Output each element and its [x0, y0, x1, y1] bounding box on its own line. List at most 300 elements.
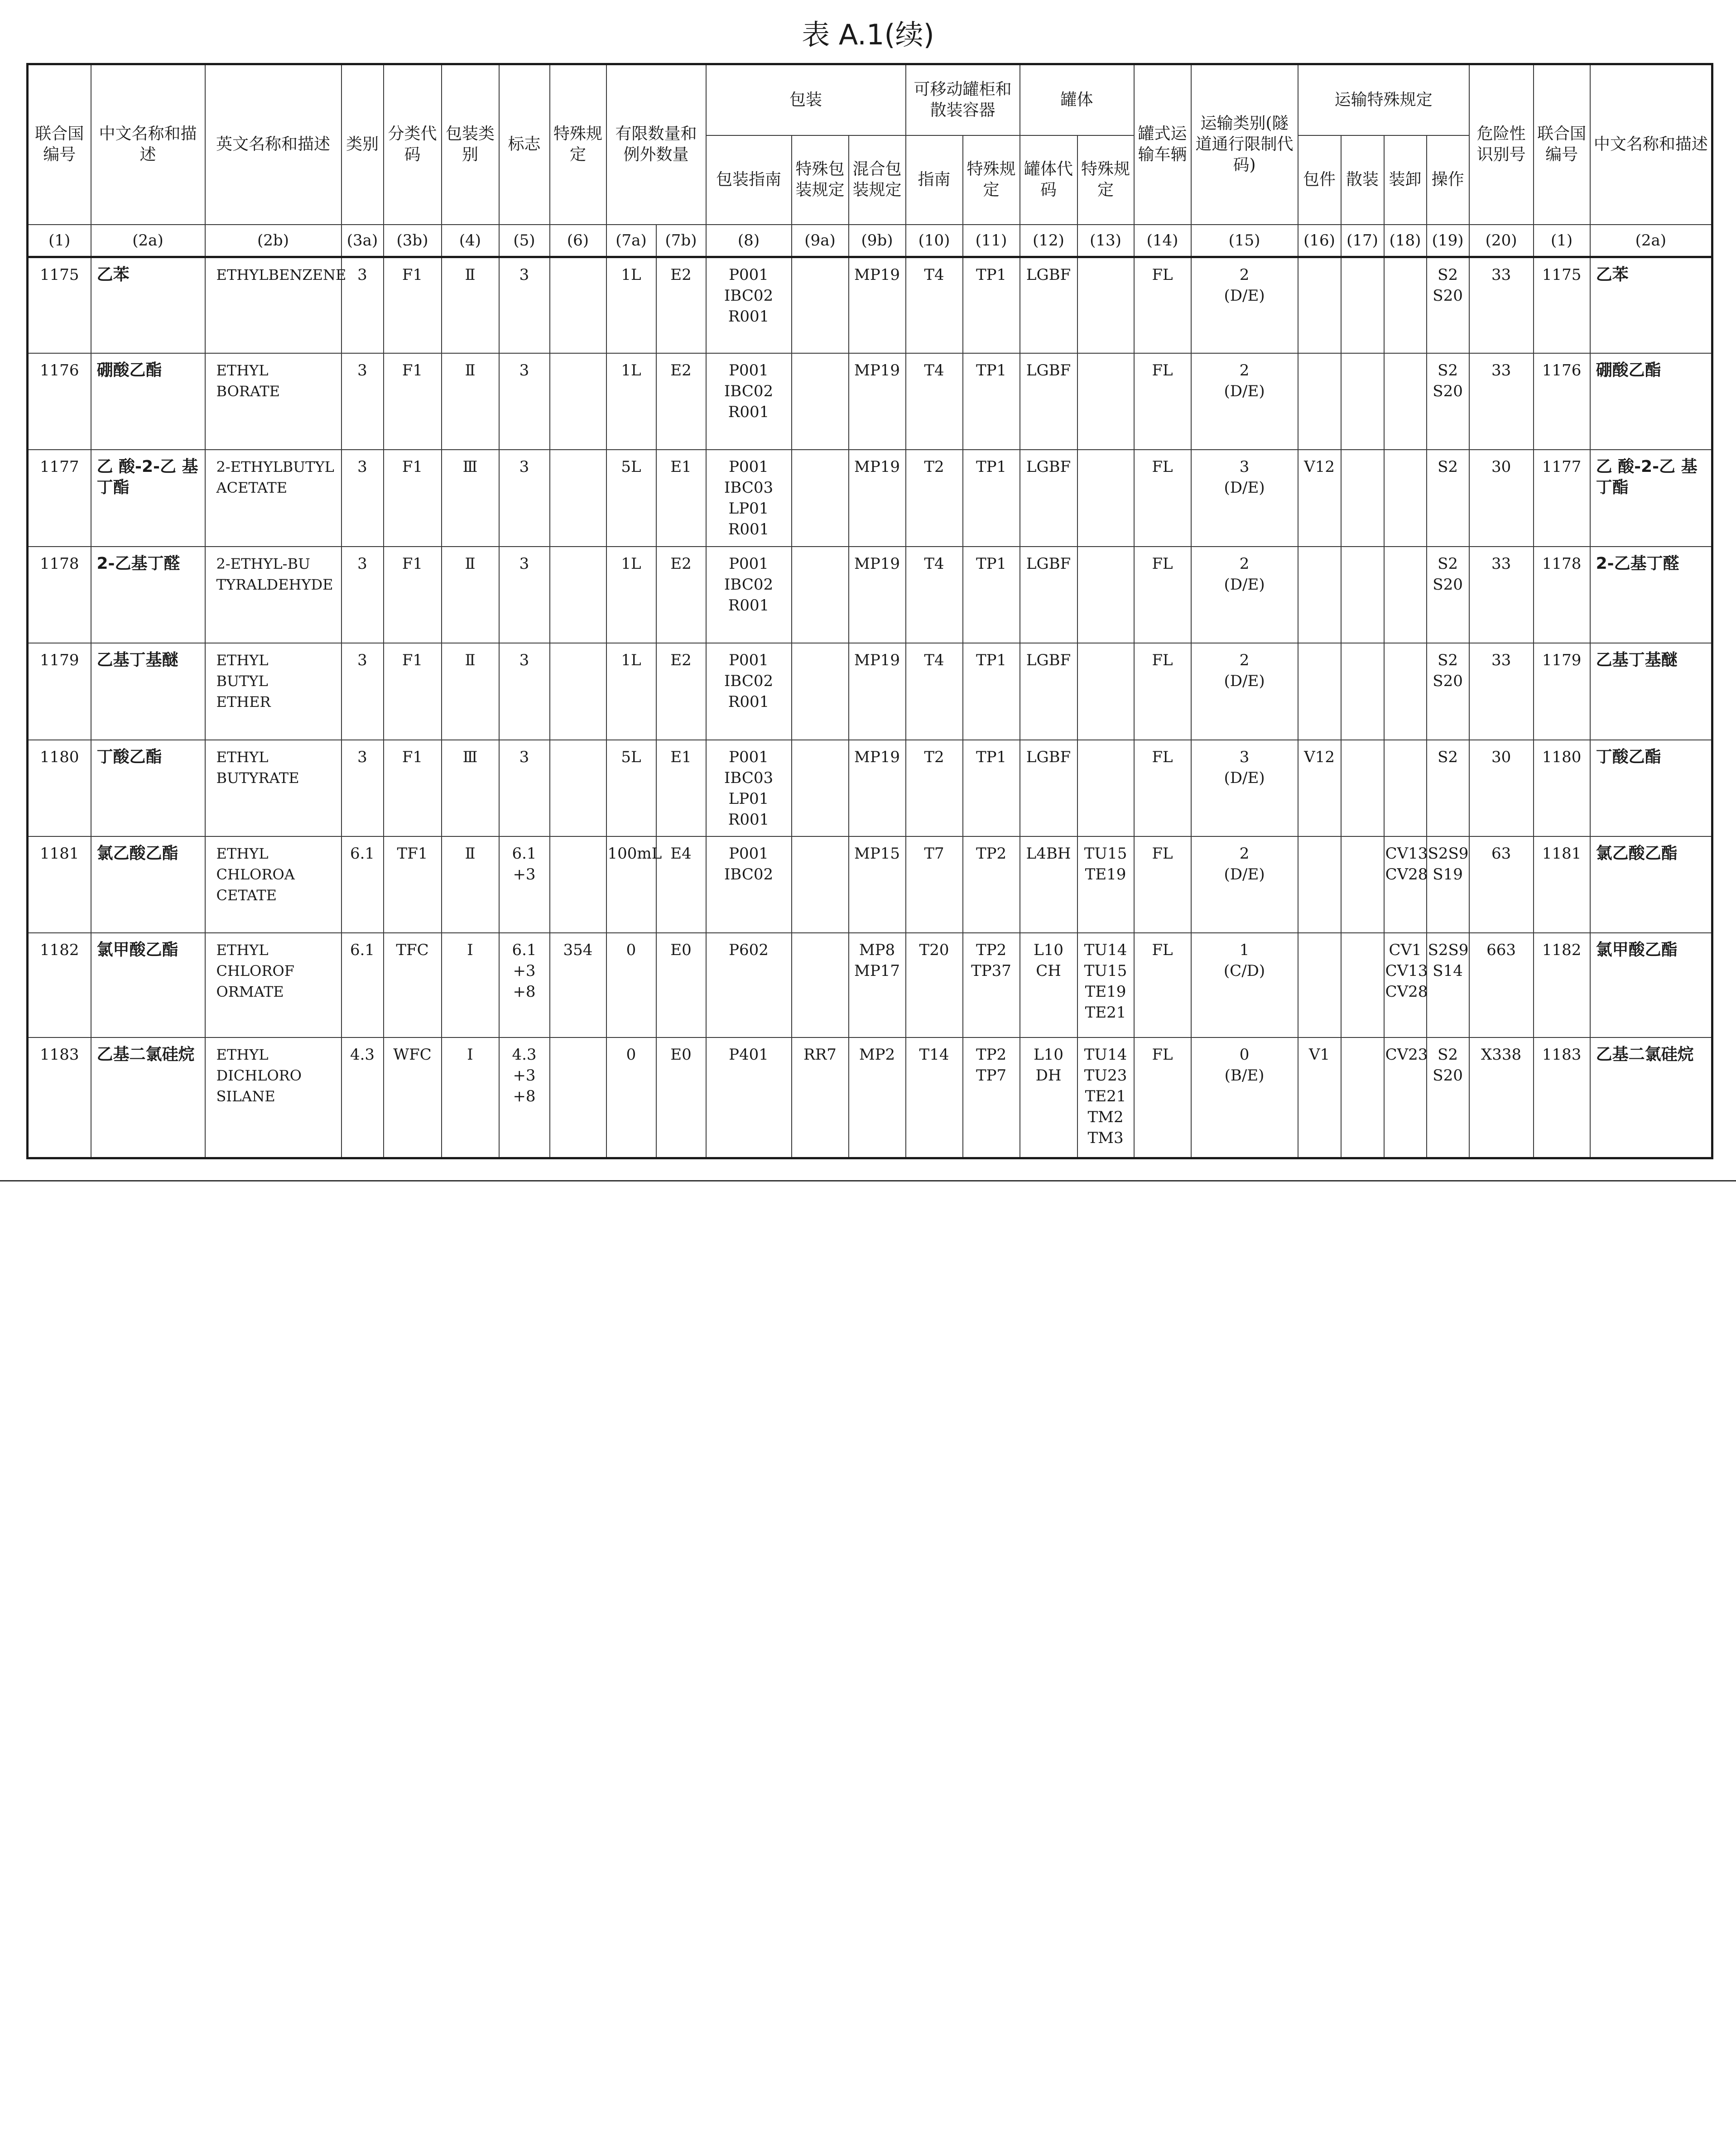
cell-name-zh-repeat: 乙苯	[1590, 257, 1712, 353]
page-divider	[0, 1180, 1736, 1181]
cell-name-en: ETHYL DICHLORO SILANE	[205, 1037, 341, 1158]
cell-transport-category: 2 (D/E)	[1191, 353, 1298, 450]
header-name-zh: 中文名称和描述	[91, 64, 205, 225]
cell-tank-code: LGBF	[1020, 740, 1077, 836]
cell-label: 4.3 +3 +8	[499, 1037, 550, 1158]
cell-name-en: ETHYL CHLOROF ORMATE	[205, 933, 341, 1037]
cell-un-number-repeat: 1179	[1534, 643, 1590, 739]
cell-ts-loading	[1384, 353, 1427, 450]
cell-class: 3	[341, 643, 384, 739]
column-number: (13)	[1077, 225, 1134, 257]
cell-special-packing: RR7	[792, 1037, 849, 1158]
cell-tank-code: LGBF	[1020, 353, 1077, 450]
cell-portable-instruction: T20	[906, 933, 963, 1037]
cell-ts-loading	[1384, 547, 1427, 643]
column-number: (19)	[1427, 225, 1469, 257]
cell-special-provisions	[550, 740, 606, 836]
cell-tank-code: L10 CH	[1020, 933, 1077, 1037]
cell-class: 3	[341, 740, 384, 836]
cell-excepted-quantity: E2	[656, 257, 706, 353]
cell-name-en: 2-ETHYL-BU TYRALDEHYDE	[205, 547, 341, 643]
column-number: (10)	[906, 225, 963, 257]
cell-portable-instruction: T2	[906, 740, 963, 836]
cell-special-packing	[792, 547, 849, 643]
header-hazard-id: 危险性识别号	[1469, 64, 1534, 225]
cell-special-provisions	[550, 836, 606, 933]
cell-transport-category: 3 (D/E)	[1191, 740, 1298, 836]
cell-ts-bulk	[1341, 643, 1384, 739]
column-number: (1)	[1534, 225, 1590, 257]
cell-hazard-id: 30	[1469, 740, 1534, 836]
column-number: (16)	[1298, 225, 1341, 257]
cell-class: 3	[341, 547, 384, 643]
dangerous-goods-table	[26, 63, 1713, 1159]
cell-ts-operation: S2S9 S14	[1427, 933, 1469, 1037]
cell-portable-special: TP1	[963, 643, 1020, 739]
cell-un-number-repeat: 1181	[1534, 836, 1590, 933]
cell-packing-group: Ⅱ	[442, 353, 499, 450]
cell-portable-special: TP1	[963, 257, 1020, 353]
cell-un-number: 1177	[28, 450, 91, 546]
cell-special-provisions	[550, 353, 606, 450]
cell-excepted-quantity: E1	[656, 450, 706, 546]
cell-label: 3	[499, 450, 550, 546]
cell-class: 6.1	[341, 933, 384, 1037]
cell-tank-special	[1077, 740, 1134, 836]
column-number: (12)	[1020, 225, 1077, 257]
cell-ts-package	[1298, 933, 1341, 1037]
cell-hazard-id: 33	[1469, 257, 1534, 353]
cell-name-en: 2-ETHYLBUTYL ACETATE	[205, 450, 341, 546]
cell-class-code: F1	[384, 257, 442, 353]
cell-ts-operation: S2 S20	[1427, 1037, 1469, 1158]
column-number: (2b)	[205, 225, 341, 257]
cell-class-code: TFC	[384, 933, 442, 1037]
cell-limited-quantity: 1L	[606, 643, 656, 739]
cell-name-zh: 丁酸乙酯	[91, 740, 205, 836]
cell-ts-package: V12	[1298, 740, 1341, 836]
cell-limited-quantity: 0	[606, 1037, 656, 1158]
cell-excepted-quantity: E2	[656, 547, 706, 643]
cell-mixed-packing: MP19	[849, 450, 906, 546]
cell-un-number-repeat: 1182	[1534, 933, 1590, 1037]
cell-limited-quantity: 1L	[606, 547, 656, 643]
column-number: (2a)	[1590, 225, 1712, 257]
cell-mixed-packing: MP2	[849, 1037, 906, 1158]
header-name-zh-repeat: 中文名称和描述	[1590, 64, 1712, 225]
cell-mixed-packing: MP19	[849, 257, 906, 353]
cell-limited-quantity: 5L	[606, 450, 656, 546]
cell-portable-special: TP1	[963, 450, 1020, 546]
column-number: (3a)	[341, 225, 384, 257]
cell-class: 3	[341, 353, 384, 450]
column-number: (6)	[550, 225, 606, 257]
cell-name-en: ETHYL BUTYL ETHER	[205, 643, 341, 739]
header-transport-category: 运输类别(隧道通行限制代码)	[1191, 64, 1298, 225]
header-tank-vehicle: 罐式运输车辆	[1134, 64, 1191, 225]
cell-class-code: F1	[384, 740, 442, 836]
cell-name-zh-repeat: 乙基丁基醚	[1590, 643, 1712, 739]
cell-tank-special: TU15 TE19	[1077, 836, 1134, 933]
cell-un-number-repeat: 1177	[1534, 450, 1590, 546]
cell-portable-instruction: T4	[906, 547, 963, 643]
cell-name-zh-repeat: 氯甲酸乙酯	[1590, 933, 1712, 1037]
cell-hazard-id: 33	[1469, 353, 1534, 450]
cell-un-number: 1180	[28, 740, 91, 836]
cell-class-code: F1	[384, 353, 442, 450]
header-portable-special: 特殊规定	[963, 135, 1020, 225]
cell-portable-special: TP2 TP7	[963, 1037, 1020, 1158]
cell-excepted-quantity: E0	[656, 933, 706, 1037]
cell-portable-special: TP1	[963, 740, 1020, 836]
cell-ts-loading: CV1 CV13 CV28	[1384, 933, 1427, 1037]
header-packing-group: 包装类别	[442, 64, 499, 225]
cell-name-en: ETHYL BORATE	[205, 353, 341, 450]
cell-portable-special: TP1	[963, 547, 1020, 643]
cell-name-en: ETHYL BUTYRATE	[205, 740, 341, 836]
cell-portable-instruction: T4	[906, 353, 963, 450]
cell-special-packing	[792, 836, 849, 933]
cell-name-zh: 乙 酸-2-乙 基丁酯	[91, 450, 205, 546]
cell-un-number-repeat: 1176	[1534, 353, 1590, 450]
column-number: (7a)	[606, 225, 656, 257]
cell-packing-instruction: P001 IBC02 R001	[706, 643, 792, 739]
header-ts-package: 包件	[1298, 135, 1341, 225]
cell-name-zh: 2-乙基丁醛	[91, 547, 205, 643]
cell-portable-instruction: T2	[906, 450, 963, 546]
cell-portable-special: TP2	[963, 836, 1020, 933]
cell-ts-operation: S2	[1427, 450, 1469, 546]
cell-packing-group: Ⅲ	[442, 450, 499, 546]
column-number: (1)	[28, 225, 91, 257]
table-row	[28, 740, 1712, 836]
cell-label: 3	[499, 547, 550, 643]
header-un-no-repeat: 联合国编号	[1534, 64, 1590, 225]
cell-class: 6.1	[341, 836, 384, 933]
header-packaging: 包装	[706, 64, 906, 135]
cell-ts-loading	[1384, 257, 1427, 353]
cell-tank-special	[1077, 643, 1134, 739]
cell-label: 3	[499, 353, 550, 450]
column-number: (8)	[706, 225, 792, 257]
cell-packing-instruction: P401	[706, 1037, 792, 1158]
column-number: (11)	[963, 225, 1020, 257]
header-ts-bulk: 散装	[1341, 135, 1384, 225]
table-row	[28, 257, 1712, 353]
cell-class: 3	[341, 450, 384, 546]
cell-ts-loading: CV23	[1384, 1037, 1427, 1158]
table-row	[28, 353, 1712, 450]
cell-tank-special	[1077, 450, 1134, 546]
cell-class-code: WFC	[384, 1037, 442, 1158]
cell-special-packing	[792, 450, 849, 546]
cell-packing-instruction: P001 IBC03 LP01 R001	[706, 450, 792, 546]
table-row	[28, 450, 1712, 546]
cell-tank-code: LGBF	[1020, 643, 1077, 739]
header-ts-loading: 装卸	[1384, 135, 1427, 225]
cell-special-packing	[792, 643, 849, 739]
cell-name-zh: 氯乙酸乙酯	[91, 836, 205, 933]
cell-hazard-id: 33	[1469, 643, 1534, 739]
cell-excepted-quantity: E0	[656, 1037, 706, 1158]
cell-transport-category: 1 (C/D)	[1191, 933, 1298, 1037]
cell-tank-code: LGBF	[1020, 450, 1077, 546]
cell-ts-operation: S2 S20	[1427, 547, 1469, 643]
header-ts-operation: 操作	[1427, 135, 1469, 225]
cell-portable-special: TP1	[963, 353, 1020, 450]
cell-name-zh-repeat: 氯乙酸乙酯	[1590, 836, 1712, 933]
cell-tank-vehicle: FL	[1134, 836, 1191, 933]
cell-class: 4.3	[341, 1037, 384, 1158]
cell-transport-category: 3 (D/E)	[1191, 450, 1298, 546]
cell-limited-quantity: 1L	[606, 257, 656, 353]
cell-portable-instruction: T4	[906, 257, 963, 353]
cell-excepted-quantity: E2	[656, 643, 706, 739]
column-number: (3b)	[384, 225, 442, 257]
header-class: 类别	[341, 64, 384, 225]
cell-name-zh: 氯甲酸乙酯	[91, 933, 205, 1037]
cell-tank-code: L4BH	[1020, 836, 1077, 933]
cell-limited-quantity: 100mL	[606, 836, 656, 933]
column-number: (14)	[1134, 225, 1191, 257]
cell-tank-vehicle: FL	[1134, 450, 1191, 546]
column-number: (17)	[1341, 225, 1384, 257]
cell-ts-loading	[1384, 740, 1427, 836]
header-portable-tanks: 可移动罐柜和散装容器	[906, 64, 1020, 135]
column-number: (2a)	[91, 225, 205, 257]
cell-transport-category: 2 (D/E)	[1191, 547, 1298, 643]
cell-name-en: ETHYL CHLOROA CETATE	[205, 836, 341, 933]
cell-hazard-id: X338	[1469, 1037, 1534, 1158]
cell-special-provisions	[550, 1037, 606, 1158]
table-row	[28, 933, 1712, 1037]
table-title: 表 A.1(续)	[802, 18, 934, 51]
header-special-provisions: 特殊规定	[550, 64, 606, 225]
table-row	[28, 836, 1712, 933]
cell-ts-loading: CV13 CV28	[1384, 836, 1427, 933]
cell-transport-category: 2 (D/E)	[1191, 257, 1298, 353]
cell-ts-operation: S2	[1427, 740, 1469, 836]
header-label: 标志	[499, 64, 550, 225]
cell-un-number-repeat: 1183	[1534, 1037, 1590, 1158]
cell-name-zh-repeat: 丁酸乙酯	[1590, 740, 1712, 836]
cell-ts-bulk	[1341, 257, 1384, 353]
cell-un-number-repeat: 1175	[1534, 257, 1590, 353]
cell-excepted-quantity: E2	[656, 353, 706, 450]
table-row	[28, 1037, 1712, 1158]
cell-portable-instruction: T7	[906, 836, 963, 933]
cell-special-provisions	[550, 450, 606, 546]
cell-un-number: 1182	[28, 933, 91, 1037]
cell-special-provisions	[550, 547, 606, 643]
header-transport-special: 运输特殊规定	[1298, 64, 1469, 135]
cell-limited-quantity: 1L	[606, 353, 656, 450]
cell-packing-group: I	[442, 1037, 499, 1158]
cell-ts-bulk	[1341, 836, 1384, 933]
cell-name-zh: 乙基二氯硅烷	[91, 1037, 205, 1158]
cell-packing-instruction: P001 IBC03 LP01 R001	[706, 740, 792, 836]
cell-hazard-id: 33	[1469, 547, 1534, 643]
cell-packing-group: Ⅱ	[442, 257, 499, 353]
header-tank-special: 特殊规定	[1077, 135, 1134, 225]
cell-un-number: 1179	[28, 643, 91, 739]
cell-tank-special	[1077, 353, 1134, 450]
cell-un-number: 1183	[28, 1037, 91, 1158]
column-number: (15)	[1191, 225, 1298, 257]
cell-label: 3	[499, 643, 550, 739]
cell-hazard-id: 63	[1469, 836, 1534, 933]
cell-name-zh: 乙基丁基醚	[91, 643, 205, 739]
cell-class-code: F1	[384, 450, 442, 546]
cell-special-packing	[792, 740, 849, 836]
header-tank: 罐体	[1020, 64, 1134, 135]
column-number-row	[28, 225, 1712, 257]
cell-un-number: 1178	[28, 547, 91, 643]
cell-tank-special: TU14 TU23 TE21 TM2 TM3	[1077, 1037, 1134, 1158]
column-number: (9a)	[792, 225, 849, 257]
cell-limited-quantity: 5L	[606, 740, 656, 836]
cell-transport-category: 2 (D/E)	[1191, 836, 1298, 933]
header-portable-instruction: 指南	[906, 135, 963, 225]
cell-special-provisions	[550, 257, 606, 353]
cell-ts-loading	[1384, 450, 1427, 546]
cell-mixed-packing: MP19	[849, 740, 906, 836]
cell-excepted-quantity: E1	[656, 740, 706, 836]
cell-transport-category: 2 (D/E)	[1191, 643, 1298, 739]
cell-tank-special	[1077, 257, 1134, 353]
header-class-code: 分类代码	[384, 64, 442, 225]
cell-ts-bulk	[1341, 353, 1384, 450]
header-tank-code: 罐体代码	[1020, 135, 1077, 225]
column-number: (5)	[499, 225, 550, 257]
column-number: (20)	[1469, 225, 1534, 257]
header-packing-instruction: 包装指南	[706, 135, 792, 225]
cell-packing-instruction: P001 IBC02 R001	[706, 353, 792, 450]
cell-packing-instruction: P001 IBC02 R001	[706, 547, 792, 643]
header-un-no: 联合国编号	[28, 64, 91, 225]
cell-tank-vehicle: FL	[1134, 353, 1191, 450]
cell-un-number: 1181	[28, 836, 91, 933]
cell-portable-special: TP2 TP37	[963, 933, 1020, 1037]
cell-tank-vehicle: FL	[1134, 740, 1191, 836]
cell-ts-package	[1298, 547, 1341, 643]
cell-ts-bulk	[1341, 450, 1384, 546]
column-number: (7b)	[656, 225, 706, 257]
cell-name-zh-repeat: 2-乙基丁醛	[1590, 547, 1712, 643]
cell-ts-operation: S2 S20	[1427, 643, 1469, 739]
cell-ts-bulk	[1341, 547, 1384, 643]
table-row	[28, 643, 1712, 739]
cell-tank-code: LGBF	[1020, 547, 1077, 643]
cell-ts-bulk	[1341, 1037, 1384, 1158]
cell-hazard-id: 663	[1469, 933, 1534, 1037]
cell-ts-package: V12	[1298, 450, 1341, 546]
cell-class-code: TF1	[384, 836, 442, 933]
cell-ts-operation: S2 S20	[1427, 353, 1469, 450]
header-name-en: 英文名称和描述	[205, 64, 341, 225]
cell-ts-package	[1298, 353, 1341, 450]
cell-ts-loading	[1384, 643, 1427, 739]
header-mixed-packing: 混合包装规定	[849, 135, 906, 225]
column-number: (4)	[442, 225, 499, 257]
cell-special-packing	[792, 353, 849, 450]
cell-packing-group: I	[442, 933, 499, 1037]
cell-name-zh: 乙苯	[91, 257, 205, 353]
table-body	[28, 257, 1712, 1158]
cell-tank-special	[1077, 547, 1134, 643]
cell-tank-vehicle: FL	[1134, 547, 1191, 643]
cell-ts-package	[1298, 643, 1341, 739]
cell-tank-vehicle: FL	[1134, 257, 1191, 353]
cell-ts-package	[1298, 836, 1341, 933]
cell-packing-group: Ⅱ	[442, 547, 499, 643]
cell-tank-vehicle: FL	[1134, 933, 1191, 1037]
cell-class: 3	[341, 257, 384, 353]
cell-special-provisions: 354	[550, 933, 606, 1037]
column-number: (9b)	[849, 225, 906, 257]
cell-packing-instruction: P001 IBC02	[706, 836, 792, 933]
cell-name-zh-repeat: 乙基二氯硅烷	[1590, 1037, 1712, 1158]
cell-ts-package: V1	[1298, 1037, 1341, 1158]
cell-label: 3	[499, 257, 550, 353]
cell-label: 6.1 +3	[499, 836, 550, 933]
cell-un-number-repeat: 1178	[1534, 547, 1590, 643]
cell-name-zh-repeat: 乙 酸-2-乙 基丁酯	[1590, 450, 1712, 546]
cell-portable-instruction: T4	[906, 643, 963, 739]
table-row	[28, 547, 1712, 643]
cell-packing-instruction: P602	[706, 933, 792, 1037]
cell-packing-instruction: P001 IBC02 R001	[706, 257, 792, 353]
cell-transport-category: 0 (B/E)	[1191, 1037, 1298, 1158]
cell-class-code: F1	[384, 643, 442, 739]
cell-special-provisions	[550, 643, 606, 739]
cell-tank-vehicle: FL	[1134, 1037, 1191, 1158]
cell-packing-group: Ⅱ	[442, 836, 499, 933]
cell-tank-vehicle: FL	[1134, 643, 1191, 739]
cell-limited-quantity: 0	[606, 933, 656, 1037]
cell-ts-bulk	[1341, 740, 1384, 836]
cell-label: 3	[499, 740, 550, 836]
cell-name-en: ETHYLBENZENE	[205, 257, 341, 353]
cell-ts-bulk	[1341, 933, 1384, 1037]
cell-special-packing	[792, 933, 849, 1037]
cell-packing-group: Ⅲ	[442, 740, 499, 836]
cell-ts-operation: S2S9 S19	[1427, 836, 1469, 933]
cell-packing-group: Ⅱ	[442, 643, 499, 739]
cell-tank-special: TU14 TU15 TE19 TE21	[1077, 933, 1134, 1037]
cell-ts-package	[1298, 257, 1341, 353]
cell-un-number-repeat: 1180	[1534, 740, 1590, 836]
cell-special-packing	[792, 257, 849, 353]
header-limited-quantity: 有限数量和例外数量	[606, 64, 706, 225]
cell-mixed-packing: MP19	[849, 643, 906, 739]
column-number: (18)	[1384, 225, 1427, 257]
cell-name-zh: 硼酸乙酯	[91, 353, 205, 450]
cell-mixed-packing: MP19	[849, 353, 906, 450]
cell-mixed-packing: MP8 MP17	[849, 933, 906, 1037]
cell-mixed-packing: MP19	[849, 547, 906, 643]
cell-mixed-packing: MP15	[849, 836, 906, 933]
cell-un-number: 1175	[28, 257, 91, 353]
cell-label: 6.1 +3 +8	[499, 933, 550, 1037]
cell-class-code: F1	[384, 547, 442, 643]
cell-un-number: 1176	[28, 353, 91, 450]
cell-name-zh-repeat: 硼酸乙酯	[1590, 353, 1712, 450]
cell-ts-operation: S2 S20	[1427, 257, 1469, 353]
cell-excepted-quantity: E4	[656, 836, 706, 933]
cell-portable-instruction: T14	[906, 1037, 963, 1158]
cell-hazard-id: 30	[1469, 450, 1534, 546]
